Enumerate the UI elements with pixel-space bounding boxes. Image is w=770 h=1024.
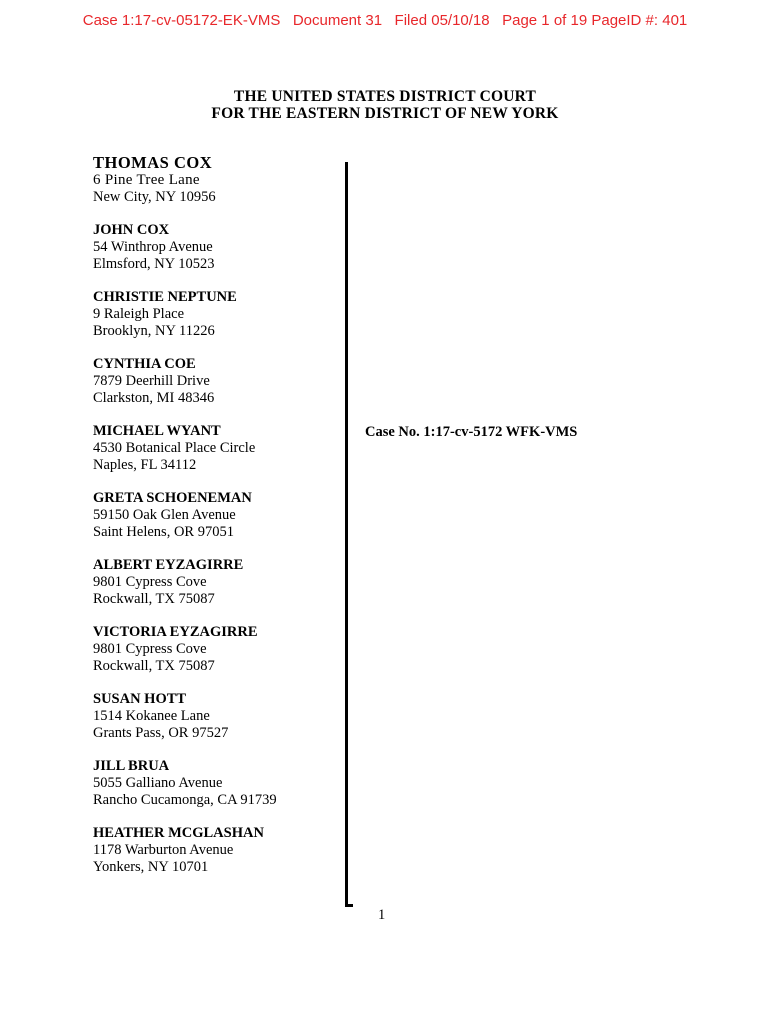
party-address-street: 9801 Cypress Cove: [93, 574, 207, 590]
party-block: [93, 356, 343, 407]
party-address-street: 1178 Warburton Avenue: [93, 842, 234, 858]
page-number: 1: [378, 907, 386, 923]
party-name: GRETA SCHOENEMAN: [93, 490, 252, 506]
party-block: [93, 490, 343, 541]
party-block: [93, 289, 343, 340]
party-address-city: New City, NY 10956: [93, 189, 216, 205]
case-number: Case No. 1:17-cv-5172 WFK-VMS: [365, 424, 578, 440]
party-address-city: Rockwall, TX 75087: [93, 591, 215, 607]
party-address-city: Naples, FL 34112: [93, 457, 197, 473]
court-title-line-1: THE UNITED STATES DISTRICT COURT: [233, 88, 537, 105]
caption-divider-foot: [345, 904, 353, 907]
party-address-street: 7879 Deerhill Drive: [93, 373, 210, 389]
party-address-city: Saint Helens, OR 97051: [93, 524, 234, 540]
party-address-city: Rancho Cucamonga, CA 91739: [93, 792, 277, 808]
party-address-city: Rockwall, TX 75087: [93, 658, 215, 674]
party-address-street: 54 Winthrop Avenue: [93, 239, 213, 255]
party-address-city: Brooklyn, NY 11226: [93, 323, 215, 339]
party-address-street: 1514 Kokanee Lane: [93, 708, 210, 724]
caption-divider: [345, 162, 348, 907]
party-block: [93, 423, 343, 474]
ecf-header-stamp: Case 1:17-cv-05172-EK-VMS Document 31 Filed 05/10/18 Page 1 of 19 PageID #: 401: [82, 12, 688, 29]
party-name: THOMAS COX: [93, 153, 213, 172]
party-name: VICTORIA EYZAGIRRE: [93, 624, 258, 640]
party-address-city: Yonkers, NY 10701: [93, 859, 209, 875]
party-address-street: 9 Raleigh Place: [93, 306, 185, 322]
party-list: [93, 154, 343, 876]
party-address-city: Elmsford, NY 10523: [93, 256, 215, 272]
party-address-city: Clarkston, MI 48346: [93, 390, 215, 406]
party-block: [93, 154, 343, 206]
party-name: HEATHER MCGLASHAN: [93, 825, 264, 841]
court-title-line-2: FOR THE EASTERN DISTRICT OF NEW YORK: [211, 105, 559, 122]
party-name: MICHAEL WYANT: [93, 423, 221, 439]
party-address-street: 9801 Cypress Cove: [93, 641, 207, 657]
court-title: [0, 88, 770, 122]
party-address-city: Grants Pass, OR 97527: [93, 725, 229, 741]
party-name: ALBERT EYZAGIRRE: [93, 557, 244, 573]
party-name: CYNTHIA COE: [93, 356, 196, 372]
party-name: SUSAN HOTT: [93, 691, 187, 707]
party-address-street: 6 Pine Tree Lane: [93, 172, 200, 188]
party-address-street: 5055 Galliano Avenue: [93, 775, 223, 791]
party-address-street: 4530 Botanical Place Circle: [93, 440, 256, 456]
party-block: [93, 691, 343, 742]
party-address-street: 59150 Oak Glen Avenue: [93, 507, 236, 523]
party-block: [93, 825, 343, 876]
party-block: [93, 222, 343, 273]
party-name: JILL BRUA: [93, 758, 170, 774]
party-name: CHRISTIE NEPTUNE: [93, 289, 237, 305]
party-name: JOHN COX: [93, 222, 170, 238]
party-block: [93, 557, 343, 608]
party-block: [93, 758, 343, 809]
party-block: [93, 624, 343, 675]
